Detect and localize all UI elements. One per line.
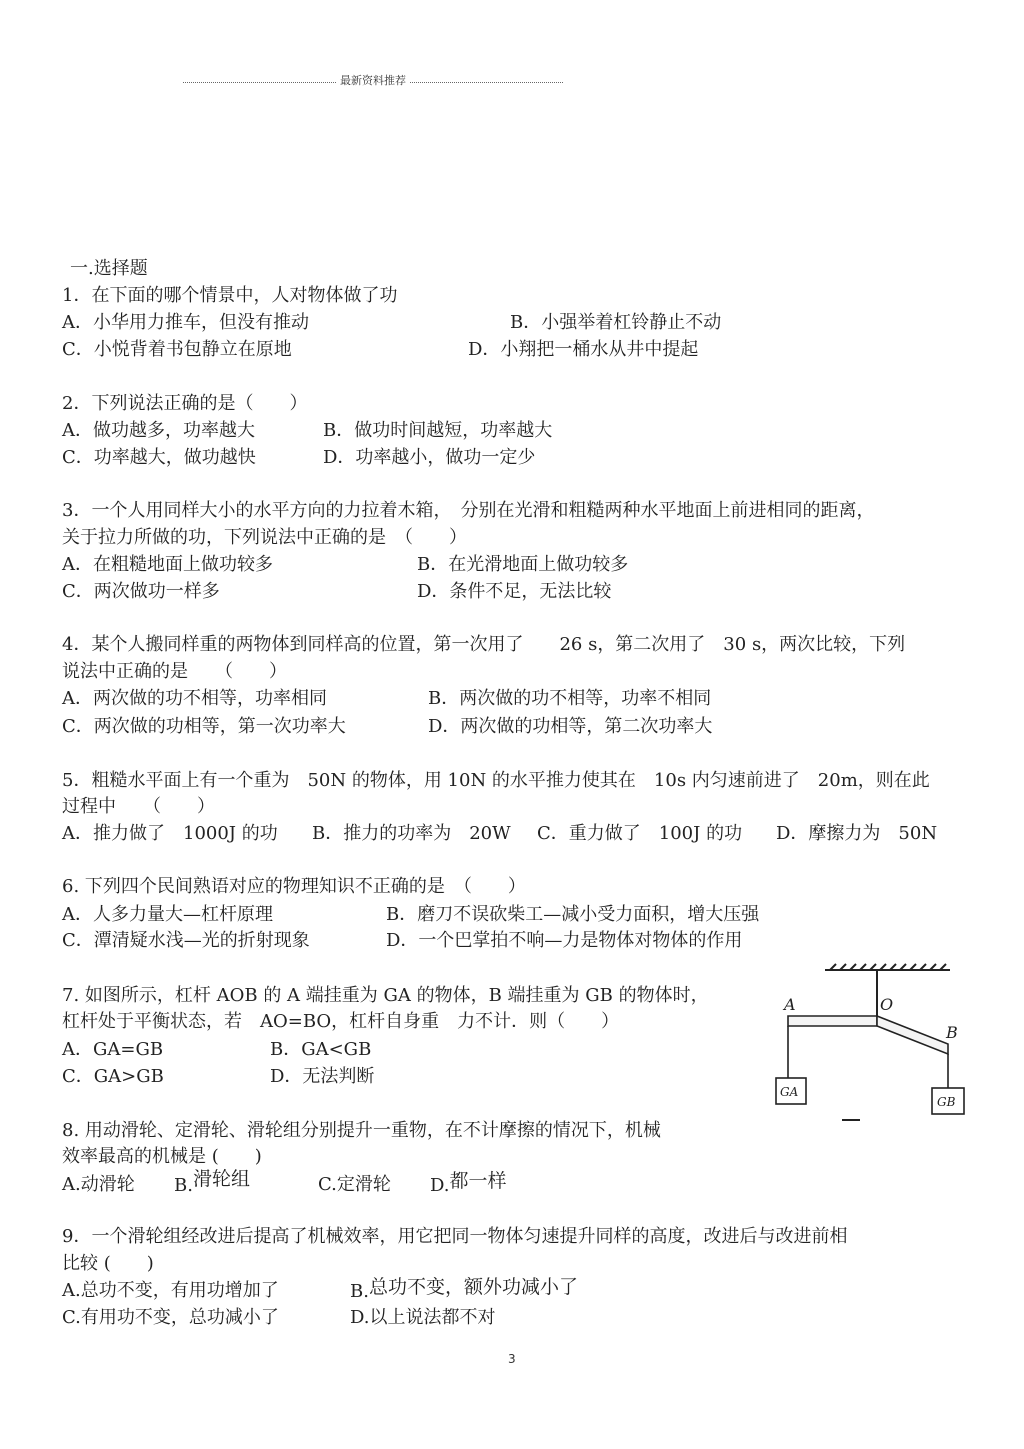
q3-option-b: B．在光滑地面上做功较多	[417, 554, 629, 575]
q7-option-a: A．GA=GB	[62, 1039, 164, 1060]
weight-label-a: GA	[780, 1085, 799, 1099]
label-b: B	[946, 1023, 958, 1042]
q8-option-b-handwritten: 滑轮组	[192, 1168, 250, 1190]
q3-option-a: A．在粗糙地面上做功较多	[62, 554, 273, 575]
q9-option-a: A.总功不变，有用功增加了	[62, 1280, 279, 1301]
q8-option-d	[430, 1170, 507, 1197]
q6-option-d: D．一个巴掌拍不响—力是物体对物体的作用	[386, 930, 743, 951]
q8-stem-line2: 效率最高的机械是 ( )	[62, 1146, 262, 1167]
q9-option-c: C.有用功不变，总功减小了	[62, 1307, 279, 1328]
q1-option-b: B．小强举着杠铃静止不动	[510, 312, 722, 333]
q2-option-b: B．做功时间越短，功率越大	[323, 420, 553, 441]
q2-option-d: D．功率越小，做功一定少	[323, 447, 536, 468]
page-header	[183, 72, 563, 88]
q4-option-a: A．两次做的功不相等，功率相同	[62, 688, 327, 709]
q6-option-c: C．潭清疑水浅—光的折射现象	[62, 930, 310, 951]
q8-option-d-handwritten: 都一样	[449, 1170, 507, 1192]
header-text: 最新资料推荐	[340, 74, 406, 87]
q7-stem-line2: 杠杆处于平衡状态，若 AO=BO，杠杆自身重 力不计．则（ ）	[62, 1011, 620, 1032]
q9-option-b-handwritten: 总功不变，额外功减小了	[368, 1276, 578, 1298]
q5-option-c: C．重力做了 100J 的功	[537, 823, 743, 844]
page-number: 3	[508, 1352, 516, 1366]
q9-option-b	[350, 1276, 578, 1303]
q3-stem-line2: 关于拉力所做的功，下列说法中正确的是 （ ）	[62, 527, 467, 548]
q9-option-d: D.以上说法都不对	[350, 1307, 496, 1328]
ceiling-hatch	[825, 964, 950, 970]
q7-stem-line1: 7. 如图所示，杠杆 AOB 的 A 端挂重为 GA 的物体，B 端挂重为 GB 的物体时，	[62, 985, 709, 1006]
q7-option-b: B．GA<GB	[270, 1039, 372, 1060]
q2-stem: 2．下列说法正确的是（ ）	[62, 393, 308, 414]
label-a: A	[784, 995, 796, 1014]
q8-option-b-letter: B.	[174, 1175, 193, 1196]
q8-option-b	[174, 1168, 250, 1197]
q4-option-b: B．两次做的功不相等，功率不相同	[428, 688, 712, 709]
header-rule-left	[183, 82, 336, 83]
q6-option-a: A．人多力量大—杠杆原理	[62, 904, 273, 925]
q5-option-a: A．推力做了 1000J 的功	[62, 823, 278, 844]
q6-option-b: B．磨刀不误砍柴工—减小受力面积，增大压强	[386, 904, 760, 925]
q5-stem-line1: 5．粗糙水平面上有一个重为 50N 的物体，用 10N 的水平推力使其在 10s 内匀速前进了 20m，则在此	[62, 770, 930, 791]
lever-bar	[788, 1016, 948, 1054]
q4-option-d: D．两次做的功相等，第二次功率大	[428, 716, 713, 737]
q2-option-c: C．功率越大，做功越快	[62, 447, 256, 468]
q3-stem-line1: 3．一个人用同样大小的水平方向的力拉着木箱， 分别在光滑和粗糙两种水平地面上前进相同的距离，	[62, 500, 875, 521]
weight-label-b: GB	[937, 1095, 956, 1109]
section-title: 一.选择题	[70, 258, 148, 279]
q2-option-a: A．做功越多，功率越大	[62, 420, 255, 441]
q1-stem: 1．在下面的哪个情景中，人对物体做了功	[62, 285, 398, 306]
q4-stem-line2: 说法中正确的是 （ ）	[62, 661, 287, 682]
q5-option-b: B．推力的功率为 20W	[312, 823, 511, 844]
q9-option-b-letter: B.	[350, 1281, 369, 1302]
q5-stem-line2: 过程中 （ ）	[62, 796, 215, 817]
q7-option-d: D．无法判断	[270, 1066, 375, 1087]
q8-option-c: C.定滑轮	[318, 1174, 391, 1195]
q4-stem-line1: 4．某个人搬同样重的两物体到同样高的位置，第一次用了 26 s，第二次用了 30 s，两次比较，下列	[62, 634, 906, 655]
q5-option-d: D．摩擦力为 50N	[776, 823, 938, 844]
lever-figure	[770, 960, 970, 1130]
header-rule-right	[410, 82, 563, 83]
q3-option-d: D．条件不足，无法比较	[417, 581, 612, 602]
q8-stem-line1: 8. 用动滑轮、定滑轮、滑轮组分别提升一重物，在不计摩擦的情况下，机械	[62, 1120, 661, 1141]
q6-stem: 6. 下列四个民间熟语对应的物理知识不正确的是 （ ）	[62, 876, 526, 897]
q4-option-c: C．两次做的功相等，第一次功率大	[62, 716, 346, 737]
q8-option-a: A.动滑轮	[62, 1174, 135, 1195]
q7-option-c: C．GA>GB	[62, 1066, 164, 1087]
q1-option-d: D．小翔把一桶水从井中提起	[468, 339, 699, 360]
q9-stem-line1: 9．一个滑轮组经改进后提高了机械效率，用它把同一物体匀速提升同样的高度，改进后与改进前相	[62, 1226, 848, 1247]
q8-option-d-letter: D.	[430, 1175, 450, 1196]
q1-option-a: A．小华用力推车，但没有推动	[62, 312, 309, 333]
q1-option-c: C．小悦背着书包静立在原地	[62, 339, 292, 360]
label-o: O	[880, 995, 894, 1014]
q9-stem-line2: 比较 ( )	[62, 1253, 154, 1274]
q3-option-c: C．两次做功一样多	[62, 581, 220, 602]
